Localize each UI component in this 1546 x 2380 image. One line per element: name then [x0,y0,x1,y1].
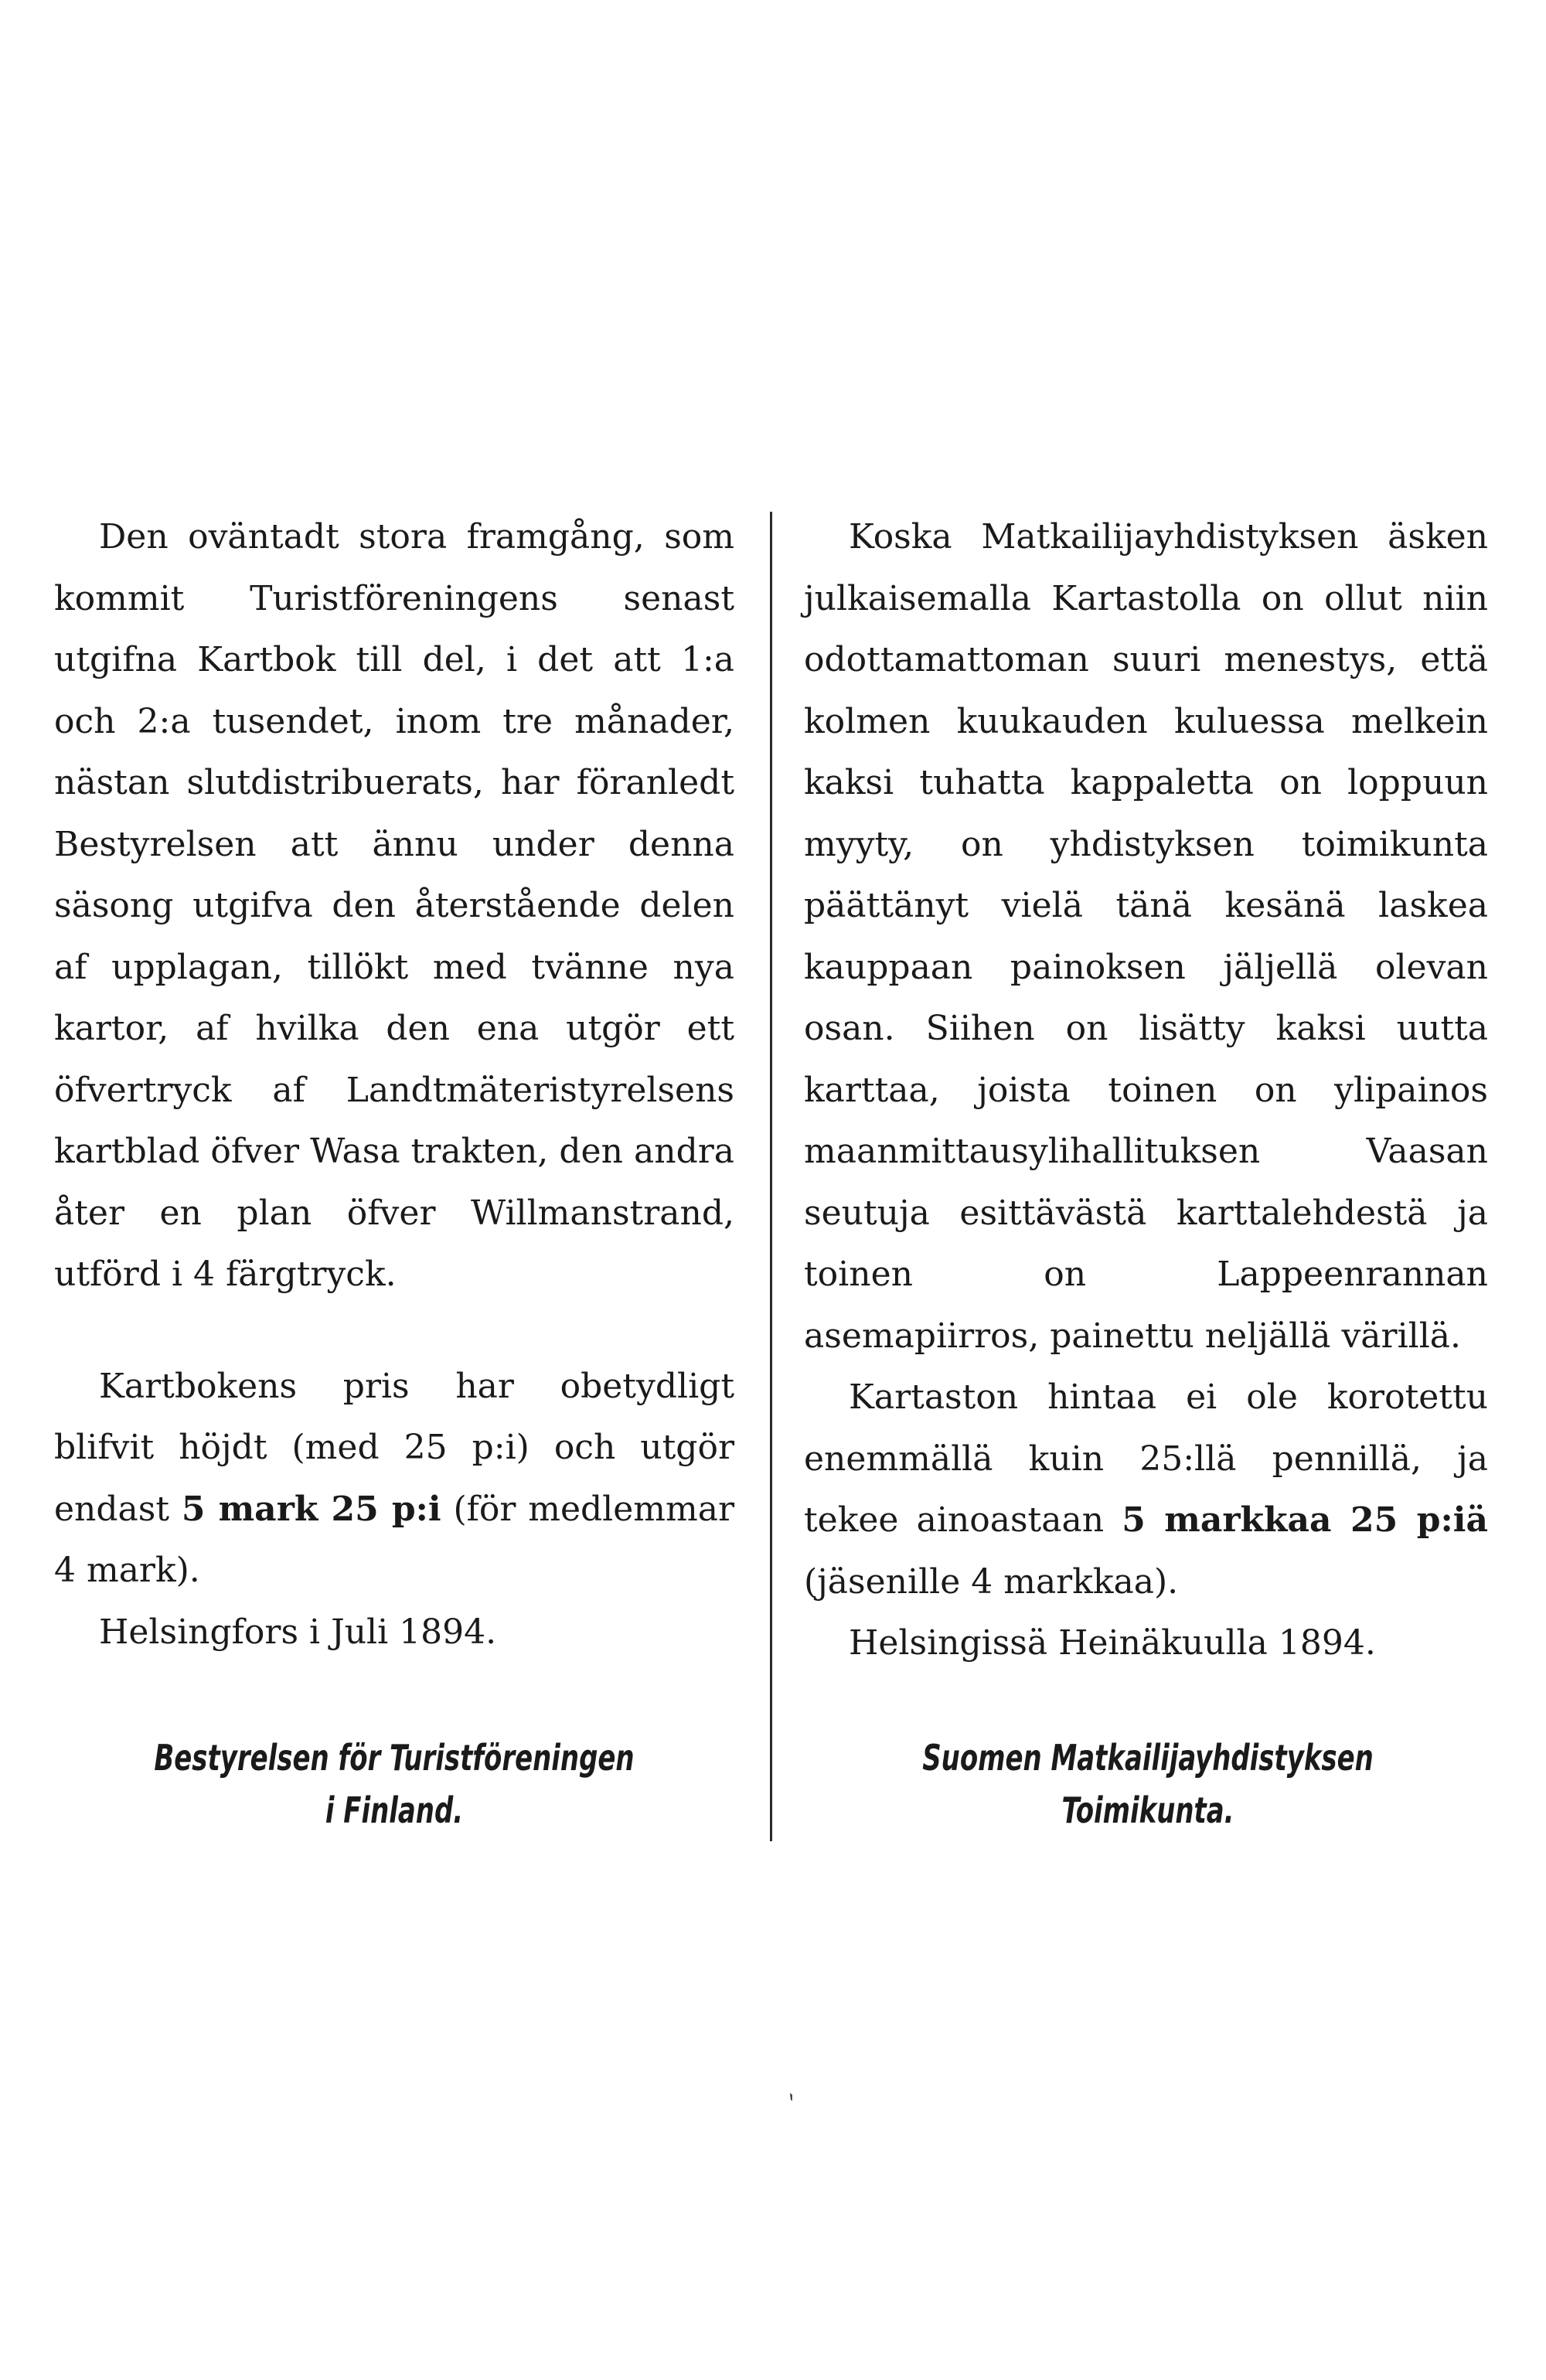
finnish-price-intro: Kartaston hintaa ei ole korotettu enemmällä kuin 25:llä pennillä, ja tekee ainoastaan [804,1377,1488,1540]
finnish-signature-line-2: Toimikunta. [1061,1789,1234,1831]
finnish-signature [879,1731,1418,1837]
finnish-price: 5 markkaa 25 p:iä [1122,1500,1488,1540]
swedish-place-date: Helsingfors i Juli 1894. [99,1612,497,1652]
swedish-price-intro: Kartbokens pris har obetydligt blifvit höjdt (med 25 p:i) och utgör endast [54,1366,734,1529]
swedish-paragraph-1: Den oväntadt stora framgång, som kommit Turistföreningens senast utgifna Kartbok till del, i det att 1:a och 2:a tusendet, inom tre månader, nästan slutdistribuerats, har föranledt Bestyrelsen att ännu under denna säsong utgifva den återstående delen af upplagan, tillökt med tvänne nya kartor, af hvilka den ena utgör ett öfvertryck af Landtmäteristyrelsens kartblad öfver Wasa trakten, den andra åter en plan öfver Willmanstrand, utförd i 4 färgtryck. [54,517,734,1294]
column-divider [770,512,772,1841]
swedish-paragraph-2 [54,1356,734,1602]
finnish-column [804,506,1488,1674]
finnish-place-date: Helsingissä Heinäkuulla 1894. [849,1623,1376,1663]
swedish-column [54,506,734,1663]
stray-print-mark: ` [771,2089,802,2124]
finnish-paragraph-2 [804,1367,1488,1612]
finnish-price-outro: (jäsenille 4 markkaa). [804,1561,1179,1602]
finnish-paragraph-1: Koska Matkailijayhdistyksen äsken julkaisemalla Kartastolla on ollut niin odottamattoman suuri menestys, että kolmen kuukauden kuluessa melkein kaksi tuhatta kappaletta on loppuun myyty, on yhdistyksen toimikunta päättänyt vielä tänä kesänä laskea kauppaan painoksen jäljellä olevan osan. Siihen on lisätty kaksi uutta karttaa, joista toinen on ylipainos maanmittausylihallituksen Vaasan seutuja esittävästä karttalehdestä ja toinen on Lappeenrannan asemapiirros, painettu neljällä värillä. [804,517,1488,1356]
swedish-signature-line-1: Bestyrelsen för Turistföreningen [154,1737,635,1779]
finnish-signature-line-1: Suomen Matkailijayhdistyksen [922,1737,1374,1779]
swedish-signature [128,1731,661,1837]
swedish-price: 5 mark 25 p:i [181,1489,441,1529]
swedish-price-outro: (för medlemmar 4 mark). [54,1489,734,1590]
swedish-signature-line-2: i Finland. [325,1789,464,1831]
